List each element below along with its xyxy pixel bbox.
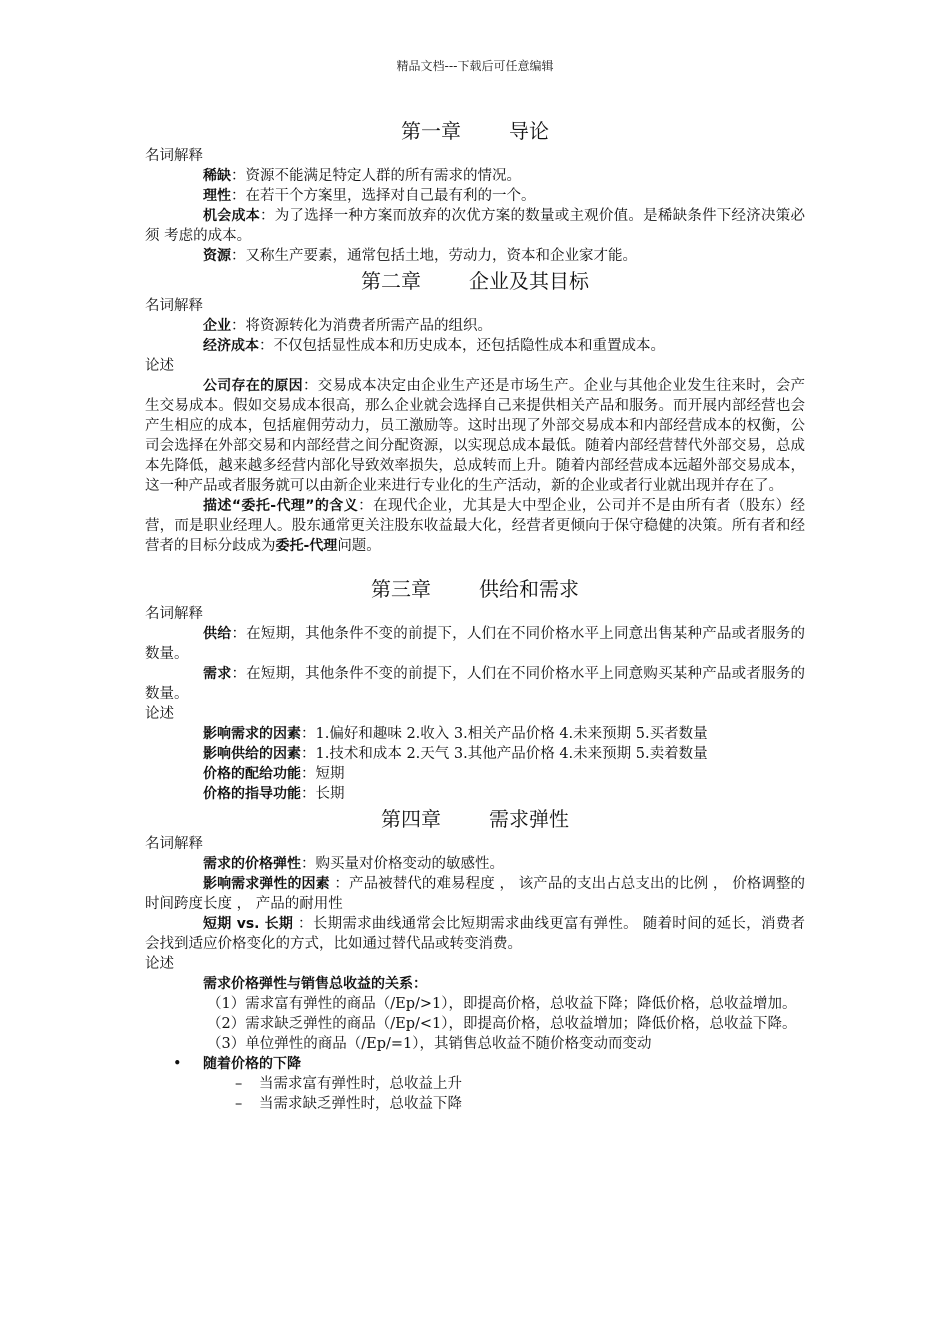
bullet-text: 随着价格的下降 bbox=[203, 1056, 301, 1072]
chapter-number: 第二章 bbox=[361, 269, 421, 293]
term: 机会成本 bbox=[203, 208, 260, 224]
chapter-number: 第三章 bbox=[371, 577, 431, 601]
section-label: 名词解释 bbox=[145, 148, 203, 164]
term: 价格的配给功能 bbox=[203, 766, 301, 782]
essay-paragraph bbox=[145, 784, 805, 804]
essay-point: （1）需求富有弹性的商品（/Ep/>1），即提高价格，总收益下降；降低价格，总收益增加。 bbox=[207, 996, 797, 1012]
essay-text: ：1.偏好和趣味 2.收入 3.相关产品价格 4.未来预期 5.买者数量 bbox=[301, 726, 708, 742]
definition bbox=[145, 186, 805, 206]
essay-paragraph bbox=[145, 724, 805, 744]
essay-text: 问题。 bbox=[337, 538, 381, 554]
section-label: 名词解释 bbox=[145, 298, 203, 314]
term: 供给 bbox=[203, 626, 232, 642]
chapter-3-heading bbox=[145, 574, 805, 604]
definition bbox=[145, 336, 805, 356]
chapter-title: 企业及其目标 bbox=[469, 269, 589, 293]
definition-text: ：为了选择一种方案而放弃的次优方案的数量或主观价值。是稀缺条件下经济决策必须 考虑的成本。 bbox=[145, 208, 805, 244]
chapter-number: 第一章 bbox=[401, 119, 461, 143]
dash-icon: – bbox=[235, 1096, 243, 1112]
document-header: 精品文档---下载后可任意编辑 bbox=[396, 59, 554, 73]
definition bbox=[145, 206, 805, 246]
term: 描述“委托-代理”的含义 bbox=[203, 498, 359, 514]
bullet-item bbox=[145, 1054, 805, 1074]
chapter-title: 需求弹性 bbox=[489, 807, 569, 831]
definition bbox=[145, 316, 805, 336]
definition bbox=[145, 854, 805, 874]
sub-item-text: 当需求富有弹性时，总收益上升 bbox=[259, 1076, 462, 1092]
term: 价格的指导功能 bbox=[203, 786, 301, 802]
term: 影响需求弹性的因素 bbox=[203, 876, 330, 892]
sub-item bbox=[145, 1094, 805, 1114]
section-label: 论述 bbox=[145, 706, 174, 722]
essay-point: （3）单位弹性的商品（/Ep/=1），其销售总收益不随价格变动而变动 bbox=[207, 1036, 652, 1052]
section-label: 论述 bbox=[145, 358, 174, 374]
term: 影响需求的因素 bbox=[203, 726, 301, 742]
definition-text: ：又称生产要素，通常包括土地，劳动力，资本和企业家才能。 bbox=[231, 248, 637, 264]
essay-text: ：在现代企业，尤其是大中型企业，公司并不是由所有者（股东）经营，而是职业经理人。股东通常更关注股东收益最大化，经营者更倾向于保守稳健的决策。所有者和经营者的目标分歧成为 bbox=[145, 498, 805, 554]
document-body bbox=[145, 116, 805, 1114]
term: 企业 bbox=[203, 318, 231, 334]
essay-paragraph bbox=[145, 744, 805, 764]
chapter-title: 导论 bbox=[509, 119, 549, 143]
essay-text: ：1.技术和成本 2.天气 3.其他产品价格 4.未来预期 5.卖着数量 bbox=[301, 746, 708, 762]
definition-text: ：购买量对价格变动的敏感性。 bbox=[301, 856, 504, 872]
term: 需求的价格弹性 bbox=[203, 856, 301, 872]
definition-text: ：资源不能满足特定人群的所有需求的情况。 bbox=[231, 168, 521, 184]
term: 稀缺 bbox=[203, 168, 231, 184]
term: 委托-代理 bbox=[275, 538, 338, 554]
chapter-2-heading bbox=[145, 266, 805, 296]
chapter-1-heading bbox=[145, 116, 805, 146]
definition-text: ：长期需求曲线通常会比短期需求曲线更富有弹性。 随着时间的延长，消费者会找到适应价格变化的方式，比如通过替代品或转变消费。 bbox=[145, 916, 805, 952]
term: 短期 vs. 长期 bbox=[203, 916, 294, 932]
definition bbox=[145, 664, 805, 704]
chapter-4-heading bbox=[145, 804, 805, 834]
definition-text: ：产品被替代的难易程度 ， 该产品的支出占总支出的比例 ， 价格调整的时间跨度长度 ， 产品的耐用性 bbox=[145, 876, 806, 912]
term: 需求 bbox=[203, 666, 232, 682]
definition bbox=[145, 166, 805, 186]
essay-point: （2）需求缺乏弹性的商品（/Ep/<1），即提高价格，总收益增加；降低价格，总收益下降。 bbox=[207, 1016, 797, 1032]
essay-text: ：短期 bbox=[301, 766, 345, 782]
term: 公司存在的原因 bbox=[203, 378, 303, 394]
term: 需求价格弹性与销售总收益的关系： bbox=[203, 976, 427, 992]
section-label: 名词解释 bbox=[145, 836, 203, 852]
section-label: 名词解释 bbox=[145, 606, 203, 622]
term: 资源 bbox=[203, 248, 231, 264]
essay-paragraph bbox=[145, 974, 805, 994]
essay-paragraph bbox=[145, 764, 805, 784]
section-label: 论述 bbox=[145, 956, 174, 972]
sub-item-text: 当需求缺乏弹性时，总收益下降 bbox=[259, 1096, 462, 1112]
term: 理性 bbox=[203, 188, 231, 204]
essay-paragraph bbox=[145, 496, 805, 556]
definition bbox=[145, 914, 805, 954]
term: 影响供给的因素 bbox=[203, 746, 301, 762]
chapter-number: 第四章 bbox=[381, 807, 441, 831]
definition bbox=[145, 624, 805, 664]
definition-text: ：将资源转化为消费者所需产品的组织。 bbox=[231, 318, 492, 334]
definition-text: ：在短期，其他条件不变的前提下，人们在不同价格水平上同意购买某种产品或者服务的数量。 bbox=[145, 666, 806, 702]
definition bbox=[145, 874, 805, 914]
chapter-title: 供给和需求 bbox=[479, 577, 579, 601]
term: 经济成本 bbox=[203, 338, 259, 354]
definition bbox=[145, 246, 805, 266]
definition-text: ：不仅包括显性成本和历史成本，还包括隐性成本和重置成本。 bbox=[259, 338, 665, 354]
bullet-icon: • bbox=[173, 1056, 182, 1072]
essay-paragraph bbox=[145, 376, 805, 496]
essay-text: ：长期 bbox=[301, 786, 345, 802]
definition-text: ：在若干个方案里，选择对自己最有利的一个。 bbox=[231, 188, 536, 204]
dash-icon: – bbox=[235, 1076, 243, 1092]
essay-text: ：交易成本决定由企业生产还是市场生产。企业与其他企业发生往来时，会产生交易成本。假如交易成本很高，那么企业就会选择自己来提供相关产品和服务。而开展内部经营也会产生相应的成本，包括雇佣劳动力，员工激励等。这时出现了外部交易成本和内部经营成本的权衡，公司会选择在外部交易和内部经营之间分配资源，以实现总成本最低。随着内部经营替代外部交易，总成本先降低，越来越多经营内部化导致效率损失，总成转而上升。随着内部经营成本远超外部交易成本，这一种产品或者服务就可以由新企业来进行专业化的生产活动，新的企业或者行业就出现并存在了。 bbox=[145, 378, 806, 494]
sub-item bbox=[145, 1074, 805, 1094]
definition-text: ：在短期，其他条件不变的前提下，人们在不同价格水平上同意出售某种产品或者服务的数量。 bbox=[145, 626, 806, 662]
